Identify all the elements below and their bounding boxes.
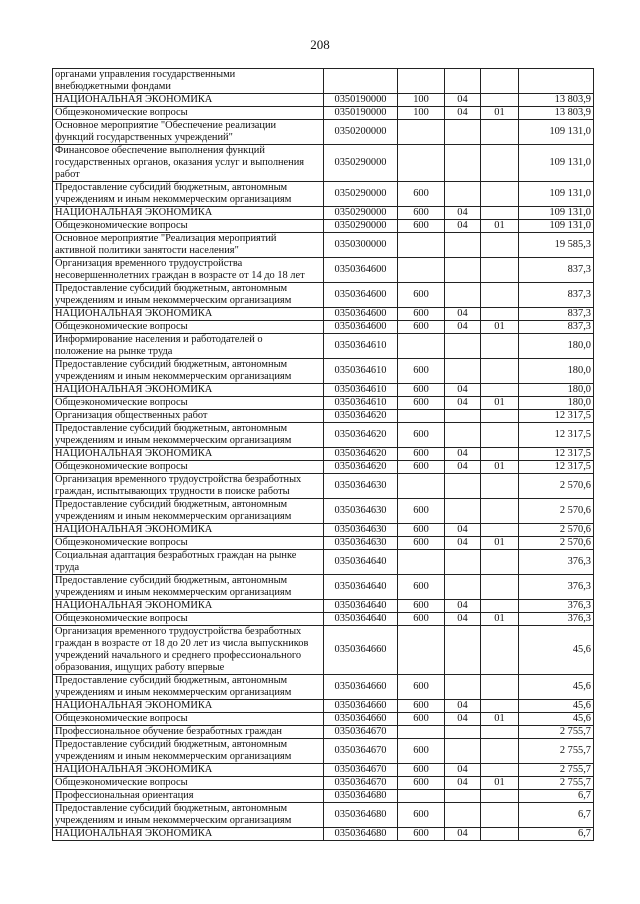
subsection-code-cell <box>481 499 519 524</box>
table-row <box>53 474 594 499</box>
subsection-code-cell <box>481 233 519 258</box>
expense-type-code-cell <box>398 258 445 283</box>
subsection-code-cell: 01 <box>481 713 519 726</box>
section-code-cell: 04 <box>445 713 481 726</box>
amount-cell: 2 755,7 <box>519 777 594 790</box>
section-code-cell <box>445 790 481 803</box>
subsection-code-cell <box>481 334 519 359</box>
target-article-code-cell: 0350364610 <box>324 397 398 410</box>
target-article-code-cell: 0350364600 <box>324 308 398 321</box>
amount-cell: 2 570,6 <box>519 474 594 499</box>
section-code-cell: 04 <box>445 107 481 120</box>
budget-table-body <box>53 69 594 841</box>
subsection-code-cell <box>481 120 519 145</box>
expense-type-code-cell: 600 <box>398 675 445 700</box>
target-article-code-cell: 0350364640 <box>324 600 398 613</box>
subsection-code-cell <box>481 550 519 575</box>
subsection-code-cell <box>481 474 519 499</box>
expense-type-code-cell <box>398 334 445 359</box>
subsection-code-cell <box>481 524 519 537</box>
amount-cell: 2 755,7 <box>519 726 594 739</box>
target-article-code-cell: 0350364620 <box>324 410 398 423</box>
section-code-cell <box>445 550 481 575</box>
amount-cell: 180,0 <box>519 334 594 359</box>
section-code-cell <box>445 803 481 828</box>
section-code-cell: 04 <box>445 828 481 841</box>
subsection-code-cell <box>481 575 519 600</box>
table-row <box>53 207 594 220</box>
expense-type-code-cell: 600 <box>398 220 445 233</box>
section-code-cell: 04 <box>445 600 481 613</box>
item-name-cell: НАЦИОНАЛЬНАЯ ЭКОНОМИКА <box>53 524 324 537</box>
section-code-cell: 04 <box>445 613 481 626</box>
subsection-code-cell <box>481 423 519 448</box>
table-row <box>53 220 594 233</box>
subsection-code-cell <box>481 182 519 207</box>
budget-table <box>52 68 594 841</box>
section-code-cell <box>445 258 481 283</box>
target-article-code-cell: 0350364660 <box>324 700 398 713</box>
item-name-cell: Предоставление субсидий бюджетным, автономным учреждениям и иным некоммерческим организациям <box>53 283 324 308</box>
expense-type-code-cell: 600 <box>398 461 445 474</box>
section-code-cell: 04 <box>445 461 481 474</box>
item-name-cell: НАЦИОНАЛЬНАЯ ЭКОНОМИКА <box>53 308 324 321</box>
section-code-cell: 04 <box>445 94 481 107</box>
expense-type-code-cell: 600 <box>398 828 445 841</box>
table-row <box>53 828 594 841</box>
table-row <box>53 537 594 550</box>
amount-cell: 45,6 <box>519 675 594 700</box>
expense-type-code-cell: 600 <box>398 283 445 308</box>
expense-type-code-cell <box>398 550 445 575</box>
expense-type-code-cell <box>398 233 445 258</box>
subsection-code-cell: 01 <box>481 397 519 410</box>
subsection-code-cell <box>481 258 519 283</box>
subsection-code-cell: 01 <box>481 777 519 790</box>
target-article-code-cell: 0350364670 <box>324 739 398 764</box>
amount-cell: 2 755,7 <box>519 739 594 764</box>
item-name-cell: Предоставление субсидий бюджетным, автономным учреждениям и иным некоммерческим организациям <box>53 575 324 600</box>
section-code-cell <box>445 726 481 739</box>
item-name-cell: Социальная адаптация безработных граждан на рынке труда <box>53 550 324 575</box>
subsection-code-cell: 01 <box>481 107 519 120</box>
subsection-code-cell <box>481 828 519 841</box>
table-row <box>53 613 594 626</box>
subsection-code-cell <box>481 94 519 107</box>
expense-type-code-cell: 600 <box>398 397 445 410</box>
subsection-code-cell <box>481 764 519 777</box>
item-name-cell: Предоставление субсидий бюджетным, автономным учреждениям и иным некоммерческим организациям <box>53 499 324 524</box>
amount-cell: 109 131,0 <box>519 220 594 233</box>
table-row <box>53 675 594 700</box>
section-code-cell <box>445 474 481 499</box>
item-name-cell: Основное мероприятие "Реализация мероприятий активной политики занятости населения" <box>53 233 324 258</box>
section-code-cell: 04 <box>445 308 481 321</box>
item-name-cell: Общеэкономические вопросы <box>53 461 324 474</box>
section-code-cell <box>445 145 481 182</box>
subsection-code-cell: 01 <box>481 461 519 474</box>
subsection-code-cell <box>481 700 519 713</box>
subsection-code-cell <box>481 675 519 700</box>
section-code-cell <box>445 675 481 700</box>
amount-cell: 109 131,0 <box>519 207 594 220</box>
item-name-cell: Профессиональное обучение безработных граждан <box>53 726 324 739</box>
item-name-cell: Профессиональная ориентация <box>53 790 324 803</box>
target-article-code-cell: 0350364640 <box>324 550 398 575</box>
target-article-code-cell: 0350190000 <box>324 94 398 107</box>
amount-cell: 109 131,0 <box>519 120 594 145</box>
amount-cell: 180,0 <box>519 397 594 410</box>
item-name-cell: НАЦИОНАЛЬНАЯ ЭКОНОМИКА <box>53 700 324 713</box>
table-row <box>53 283 594 308</box>
section-code-cell <box>445 626 481 675</box>
section-code-cell: 04 <box>445 537 481 550</box>
subsection-code-cell <box>481 207 519 220</box>
section-code-cell <box>445 283 481 308</box>
table-row <box>53 499 594 524</box>
expense-type-code-cell: 600 <box>398 700 445 713</box>
item-name-cell: Информирование населения и работодателей о положение на рынке труда <box>53 334 324 359</box>
amount-cell: 13 803,9 <box>519 107 594 120</box>
subsection-code-cell <box>481 790 519 803</box>
target-article-code-cell: 0350200000 <box>324 120 398 145</box>
target-article-code-cell: 0350364680 <box>324 828 398 841</box>
table-row <box>53 334 594 359</box>
table-row <box>53 575 594 600</box>
table-row <box>53 145 594 182</box>
subsection-code-cell <box>481 359 519 384</box>
subsection-code-cell <box>481 145 519 182</box>
expense-type-code-cell: 600 <box>398 321 445 334</box>
section-code-cell: 04 <box>445 777 481 790</box>
expense-type-code-cell <box>398 120 445 145</box>
target-article-code-cell: 0350364670 <box>324 764 398 777</box>
table-row <box>53 726 594 739</box>
amount-cell: 2 570,6 <box>519 524 594 537</box>
table-row <box>53 410 594 423</box>
table-row <box>53 803 594 828</box>
target-article-code-cell: 0350364680 <box>324 803 398 828</box>
target-article-code-cell: 0350364610 <box>324 384 398 397</box>
item-name-cell: НАЦИОНАЛЬНАЯ ЭКОНОМИКА <box>53 828 324 841</box>
subsection-code-cell <box>481 803 519 828</box>
item-name-cell: НАЦИОНАЛЬНАЯ ЭКОНОМИКА <box>53 448 324 461</box>
target-article-code-cell: 0350364630 <box>324 524 398 537</box>
table-row <box>53 107 594 120</box>
amount-cell: 376,3 <box>519 600 594 613</box>
table-row <box>53 626 594 675</box>
amount-cell: 376,3 <box>519 550 594 575</box>
expense-type-code-cell: 600 <box>398 739 445 764</box>
section-code-cell: 04 <box>445 524 481 537</box>
target-article-code-cell: 0350364670 <box>324 777 398 790</box>
expense-type-code-cell: 600 <box>398 423 445 448</box>
table-row <box>53 233 594 258</box>
item-name-cell: Общеэкономические вопросы <box>53 397 324 410</box>
table-row <box>53 308 594 321</box>
target-article-code-cell: 0350364600 <box>324 283 398 308</box>
expense-type-code-cell: 100 <box>398 107 445 120</box>
item-name-cell: Общеэкономические вопросы <box>53 321 324 334</box>
target-article-code-cell <box>324 69 398 94</box>
item-name-cell: Общеэкономические вопросы <box>53 613 324 626</box>
table-row <box>53 423 594 448</box>
amount-cell: 12 317,5 <box>519 461 594 474</box>
expense-type-code-cell <box>398 69 445 94</box>
expense-type-code-cell: 600 <box>398 803 445 828</box>
target-article-code-cell: 0350364660 <box>324 675 398 700</box>
amount-cell <box>519 69 594 94</box>
section-code-cell <box>445 575 481 600</box>
expense-type-code-cell: 100 <box>398 94 445 107</box>
subsection-code-cell <box>481 448 519 461</box>
expense-type-code-cell: 600 <box>398 600 445 613</box>
amount-cell: 12 317,5 <box>519 423 594 448</box>
amount-cell: 2 570,6 <box>519 499 594 524</box>
table-row <box>53 258 594 283</box>
amount-cell: 19 585,3 <box>519 233 594 258</box>
table-row <box>53 461 594 474</box>
item-name-cell: Общеэкономические вопросы <box>53 777 324 790</box>
section-code-cell <box>445 120 481 145</box>
subsection-code-cell: 01 <box>481 613 519 626</box>
target-article-code-cell: 0350364670 <box>324 726 398 739</box>
item-name-cell: Предоставление субсидий бюджетным, автономным учреждениям и иным некоммерческим организациям <box>53 182 324 207</box>
subsection-code-cell: 01 <box>481 321 519 334</box>
expense-type-code-cell: 600 <box>398 537 445 550</box>
section-code-cell: 04 <box>445 207 481 220</box>
table-row <box>53 764 594 777</box>
expense-type-code-cell: 600 <box>398 575 445 600</box>
item-name-cell: Организация временного трудоустройства безработных граждан в возрасте от 18 до 20 лет из числа выпускников учреждений начального и среднего профессионального образования, ищущих работу впервые <box>53 626 324 675</box>
section-code-cell: 04 <box>445 764 481 777</box>
table-row <box>53 713 594 726</box>
item-name-cell: НАЦИОНАЛЬНАЯ ЭКОНОМИКА <box>53 94 324 107</box>
item-name-cell: Общеэкономические вопросы <box>53 713 324 726</box>
expense-type-code-cell <box>398 790 445 803</box>
table-row <box>53 384 594 397</box>
item-name-cell: Общеэкономические вопросы <box>53 220 324 233</box>
amount-cell: 13 803,9 <box>519 94 594 107</box>
amount-cell: 12 317,5 <box>519 410 594 423</box>
table-row <box>53 120 594 145</box>
amount-cell: 6,7 <box>519 790 594 803</box>
target-article-code-cell: 0350364620 <box>324 448 398 461</box>
target-article-code-cell: 0350290000 <box>324 182 398 207</box>
amount-cell: 45,6 <box>519 700 594 713</box>
amount-cell: 2 755,7 <box>519 764 594 777</box>
subsection-code-cell <box>481 726 519 739</box>
amount-cell: 6,7 <box>519 803 594 828</box>
expense-type-code-cell <box>398 145 445 182</box>
amount-cell: 837,3 <box>519 321 594 334</box>
expense-type-code-cell: 600 <box>398 308 445 321</box>
section-code-cell: 04 <box>445 220 481 233</box>
subsection-code-cell <box>481 626 519 675</box>
expense-type-code-cell: 600 <box>398 524 445 537</box>
table-row <box>53 550 594 575</box>
amount-cell: 45,6 <box>519 626 594 675</box>
item-name-cell: НАЦИОНАЛЬНАЯ ЭКОНОМИКА <box>53 207 324 220</box>
subsection-code-cell: 01 <box>481 537 519 550</box>
section-code-cell <box>445 69 481 94</box>
item-name-cell: Общеэкономические вопросы <box>53 107 324 120</box>
amount-cell: 837,3 <box>519 258 594 283</box>
target-article-code-cell: 0350364620 <box>324 423 398 448</box>
expense-type-code-cell: 600 <box>398 384 445 397</box>
table-row <box>53 777 594 790</box>
target-article-code-cell: 0350364640 <box>324 613 398 626</box>
table-row <box>53 182 594 207</box>
expense-type-code-cell: 600 <box>398 777 445 790</box>
amount-cell: 376,3 <box>519 575 594 600</box>
item-name-cell: Общеэкономические вопросы <box>53 537 324 550</box>
subsection-code-cell <box>481 384 519 397</box>
section-code-cell <box>445 499 481 524</box>
target-article-code-cell: 0350364660 <box>324 626 398 675</box>
expense-type-code-cell <box>398 410 445 423</box>
target-article-code-cell: 0350364660 <box>324 713 398 726</box>
section-code-cell <box>445 423 481 448</box>
table-row <box>53 397 594 410</box>
target-article-code-cell: 0350364630 <box>324 537 398 550</box>
subsection-code-cell <box>481 283 519 308</box>
item-name-cell: Предоставление субсидий бюджетным, автономным учреждениям и иным некоммерческим организациям <box>53 423 324 448</box>
subsection-code-cell <box>481 308 519 321</box>
section-code-cell <box>445 182 481 207</box>
expense-type-code-cell: 600 <box>398 207 445 220</box>
table-row <box>53 700 594 713</box>
table-row <box>53 321 594 334</box>
item-name-cell: НАЦИОНАЛЬНАЯ ЭКОНОМИКА <box>53 600 324 613</box>
amount-cell: 12 317,5 <box>519 448 594 461</box>
target-article-code-cell: 0350290000 <box>324 145 398 182</box>
section-code-cell: 04 <box>445 384 481 397</box>
amount-cell: 180,0 <box>519 359 594 384</box>
item-name-cell: Финансовое обеспечение выполнения функций государственных органов, оказания услуг и выполнения работ <box>53 145 324 182</box>
table-row <box>53 359 594 384</box>
item-name-cell: Основное мероприятие "Обеспечение реализации функций государственных учреждений" <box>53 120 324 145</box>
target-article-code-cell: 0350290000 <box>324 207 398 220</box>
item-name-cell: Предоставление субсидий бюджетным, автономным учреждениям и иным некоммерческим организациям <box>53 803 324 828</box>
table-row <box>53 739 594 764</box>
expense-type-code-cell: 600 <box>398 499 445 524</box>
expense-type-code-cell: 600 <box>398 713 445 726</box>
section-code-cell <box>445 334 481 359</box>
expense-type-code-cell: 600 <box>398 448 445 461</box>
target-article-code-cell: 0350364600 <box>324 258 398 283</box>
expense-type-code-cell <box>398 474 445 499</box>
amount-cell: 180,0 <box>519 384 594 397</box>
subsection-code-cell: 01 <box>481 220 519 233</box>
target-article-code-cell: 0350290000 <box>324 220 398 233</box>
target-article-code-cell: 0350364600 <box>324 321 398 334</box>
section-code-cell: 04 <box>445 448 481 461</box>
section-code-cell <box>445 410 481 423</box>
amount-cell: 837,3 <box>519 283 594 308</box>
target-article-code-cell: 0350364610 <box>324 334 398 359</box>
item-name-cell: Предоставление субсидий бюджетным, автономным учреждениям и иным некоммерческим организациям <box>53 739 324 764</box>
target-article-code-cell: 0350364610 <box>324 359 398 384</box>
expense-type-code-cell: 600 <box>398 613 445 626</box>
section-code-cell <box>445 359 481 384</box>
target-article-code-cell: 0350364640 <box>324 575 398 600</box>
table-row <box>53 448 594 461</box>
table-row <box>53 790 594 803</box>
page-number: 208 <box>310 37 330 52</box>
item-name-cell: Организация временного трудоустройства несовершеннолетних граждан в возрасте от 14 до 18 лет <box>53 258 324 283</box>
amount-cell: 6,7 <box>519 828 594 841</box>
subsection-code-cell <box>481 69 519 94</box>
amount-cell: 109 131,0 <box>519 182 594 207</box>
item-name-cell: НАЦИОНАЛЬНАЯ ЭКОНОМИКА <box>53 764 324 777</box>
item-name-cell: Организация общественных работ <box>53 410 324 423</box>
section-code-cell <box>445 233 481 258</box>
subsection-code-cell <box>481 410 519 423</box>
section-code-cell: 04 <box>445 321 481 334</box>
expense-type-code-cell: 600 <box>398 359 445 384</box>
item-name-cell: Предоставление субсидий бюджетным, автономным учреждениям и иным некоммерческим организациям <box>53 359 324 384</box>
table-row <box>53 524 594 537</box>
item-name-cell: НАЦИОНАЛЬНАЯ ЭКОНОМИКА <box>53 384 324 397</box>
expense-type-code-cell <box>398 726 445 739</box>
item-name-cell: органами управления государственными внебюджетными фондами <box>53 69 324 94</box>
table-row <box>53 94 594 107</box>
expense-type-code-cell: 600 <box>398 182 445 207</box>
subsection-code-cell <box>481 739 519 764</box>
subsection-code-cell <box>481 600 519 613</box>
item-name-cell: Предоставление субсидий бюджетным, автономным учреждениям и иным некоммерческим организациям <box>53 675 324 700</box>
amount-cell: 2 570,6 <box>519 537 594 550</box>
target-article-code-cell: 0350364680 <box>324 790 398 803</box>
amount-cell: 376,3 <box>519 613 594 626</box>
expense-type-code-cell: 600 <box>398 764 445 777</box>
table-row <box>53 69 594 94</box>
target-article-code-cell: 0350190000 <box>324 107 398 120</box>
target-article-code-cell: 0350364630 <box>324 499 398 524</box>
amount-cell: 109 131,0 <box>519 145 594 182</box>
table-row <box>53 600 594 613</box>
target-article-code-cell: 0350364630 <box>324 474 398 499</box>
section-code-cell: 04 <box>445 397 481 410</box>
item-name-cell: Организация временного трудоустройства безработных граждан, испытывающих трудности в поиске работы <box>53 474 324 499</box>
target-article-code-cell: 0350300000 <box>324 233 398 258</box>
amount-cell: 837,3 <box>519 308 594 321</box>
section-code-cell <box>445 739 481 764</box>
expense-type-code-cell <box>398 626 445 675</box>
target-article-code-cell: 0350364620 <box>324 461 398 474</box>
section-code-cell: 04 <box>445 700 481 713</box>
amount-cell: 45,6 <box>519 713 594 726</box>
